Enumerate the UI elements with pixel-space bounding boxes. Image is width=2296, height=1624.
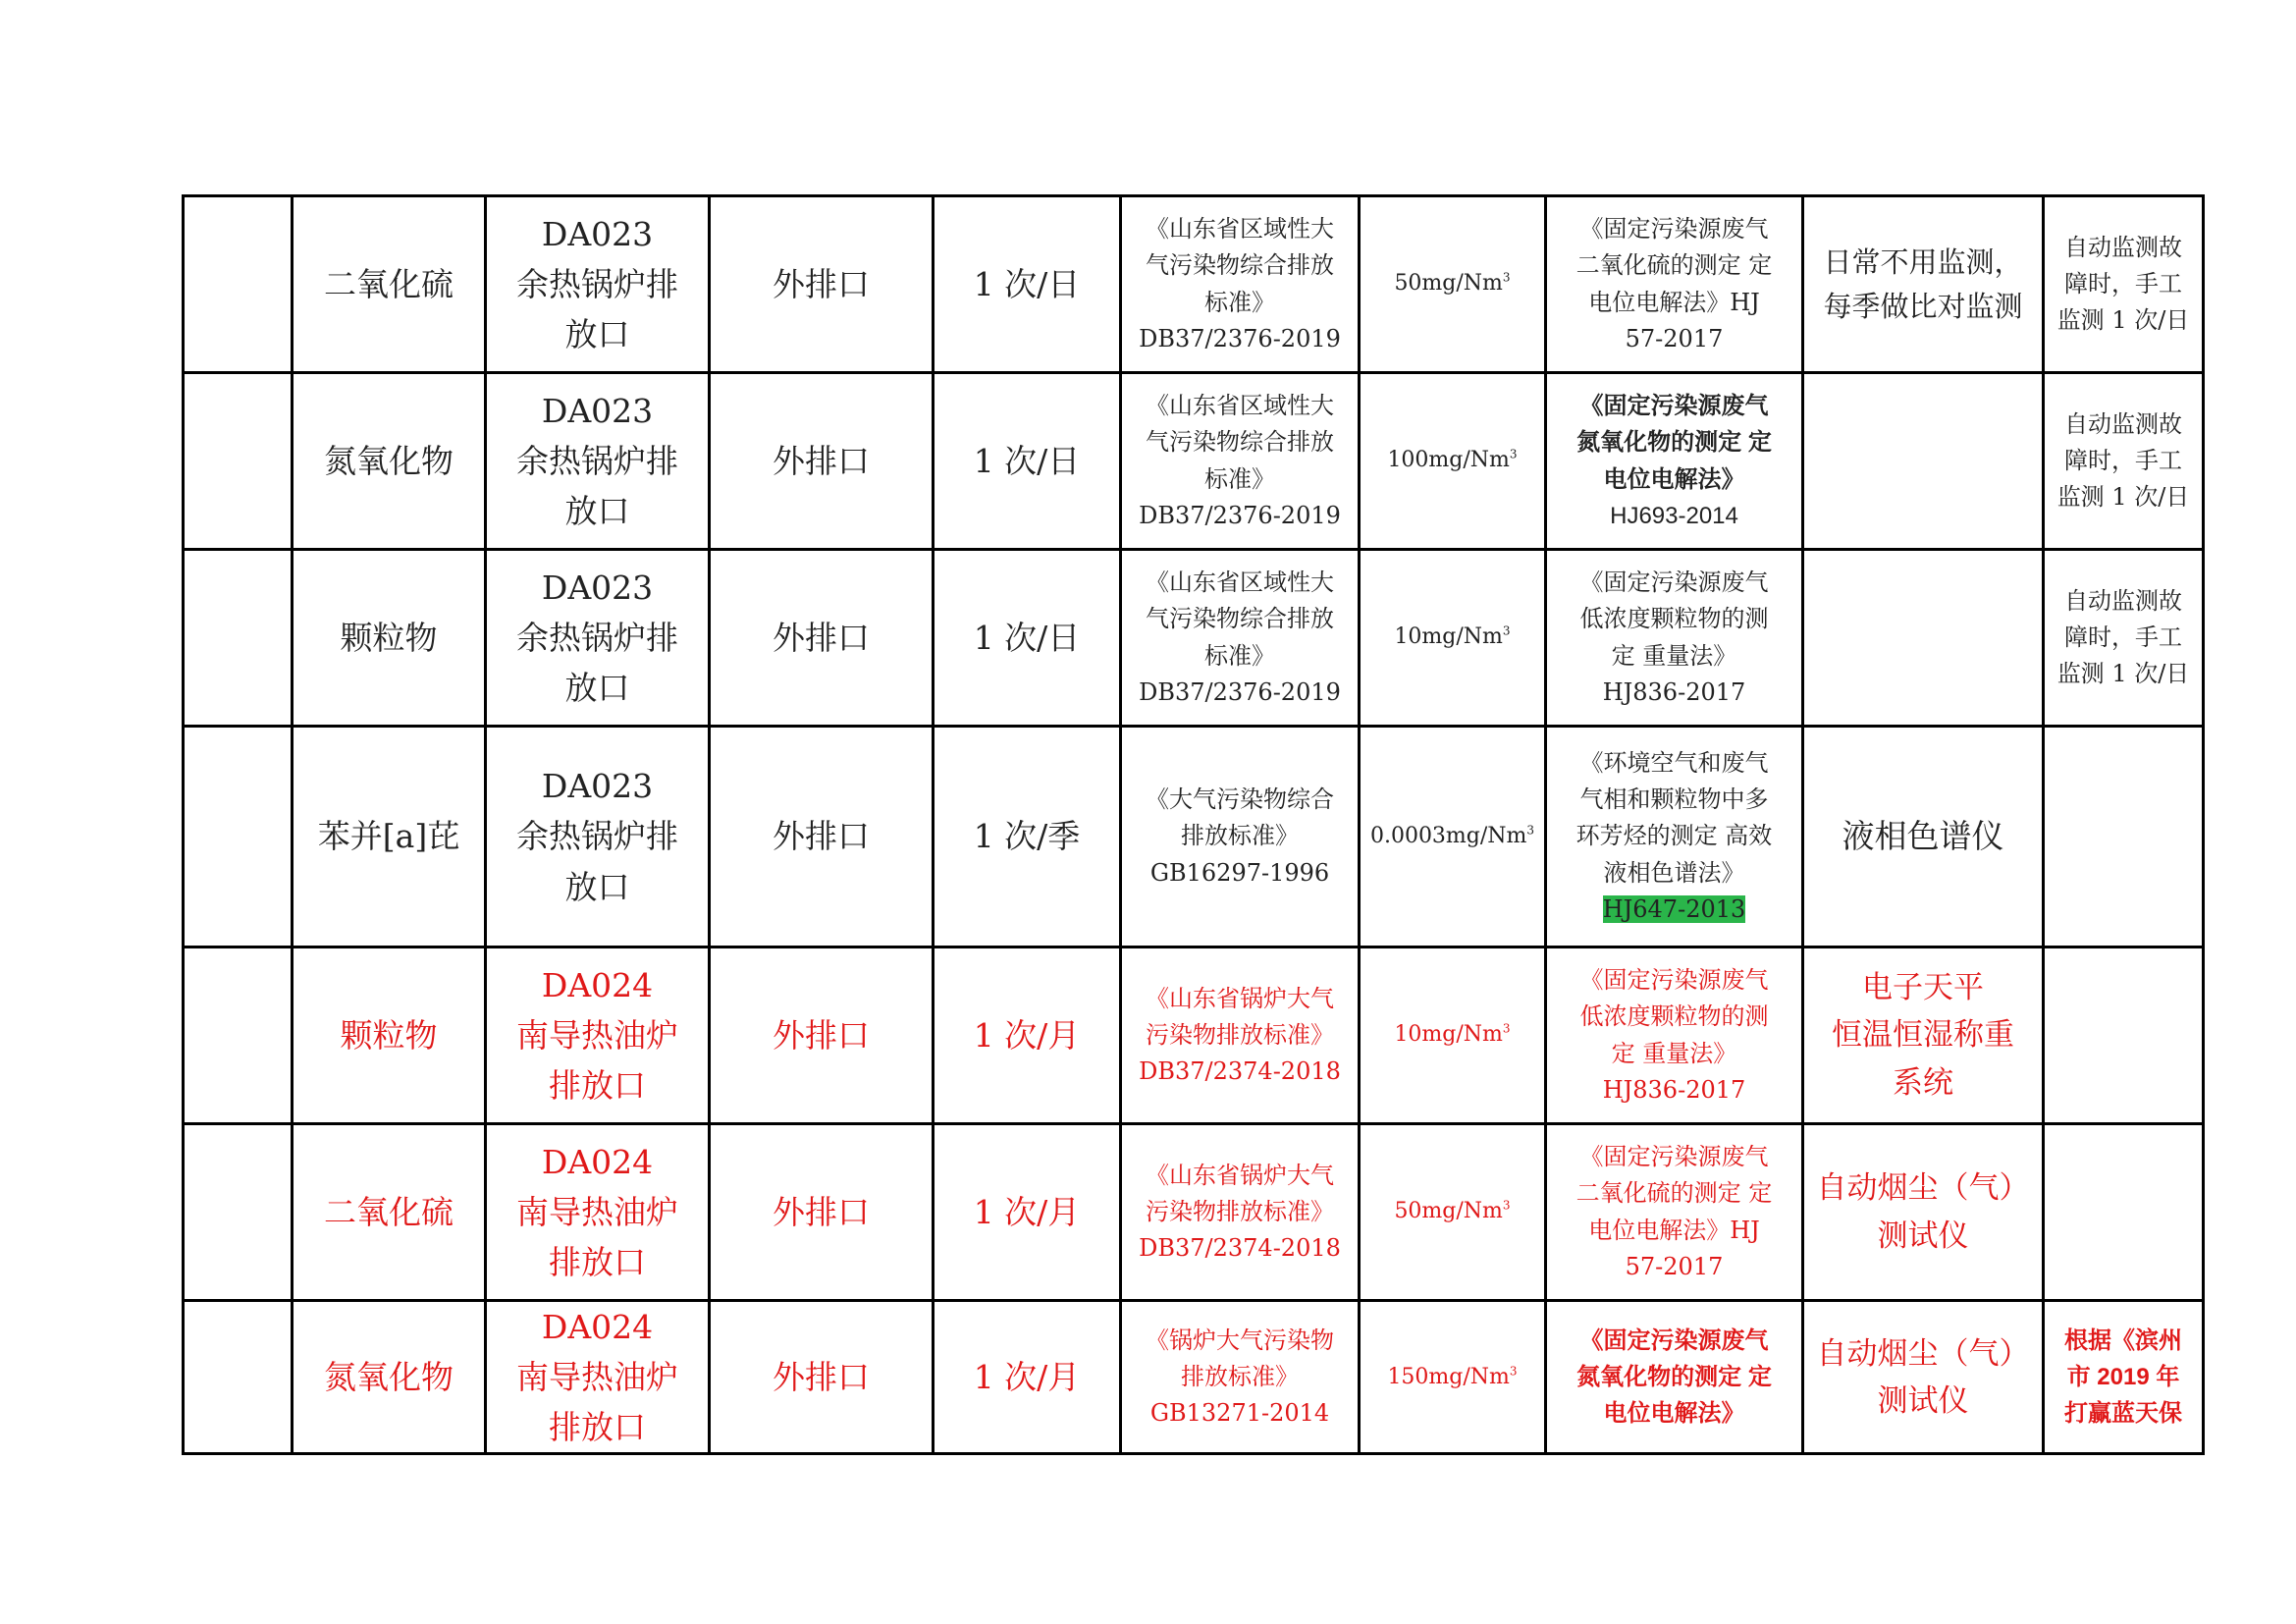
method-cell: 《固定污染源废气 氮氧化物的测定 定 电位电解法》 — [1546, 1301, 1803, 1454]
table-row — [184, 727, 2204, 947]
limit-cell: 50mg/Nm$^3$ — [1360, 1124, 1546, 1301]
standard-cell: 《山东省锅炉大气 污染物排放标准》 DB37/2374-2018 — [1121, 947, 1360, 1124]
pollutant-cell: 颗粒物 — [293, 947, 486, 1124]
standard-cell: 《山东省锅炉大气 污染物排放标准》 DB37/2374-2018 — [1121, 1124, 1360, 1301]
limit-cell: 50mg/Nm$^3$ — [1360, 196, 1546, 373]
standard-cell: 《山东省区域性大 气污染物综合排放 标准》 DB37/2376-2019 — [1121, 373, 1360, 550]
pollutant-cell: 苯并[a]芘 — [293, 727, 486, 947]
table-row — [184, 550, 2204, 727]
table-row — [184, 947, 2204, 1124]
note-cell: 自动监测故 障时，手工 监测 1 次/日 — [2044, 196, 2204, 373]
table-row — [184, 373, 2204, 550]
outlet-cell: DA024 南导热油炉 排放口 — [486, 1301, 710, 1454]
frequency-cell: 1 次/日 — [934, 550, 1121, 727]
standard-cell: 《山东省区域性大 气污染物综合排放 标准》 DB37/2376-2019 — [1121, 196, 1360, 373]
method-cell: 《固定污染源废气 低浓度颗粒物的测 定 重量法》 HJ836-2017 — [1546, 947, 1803, 1124]
outlet-type-cell: 外排口 — [710, 1301, 934, 1454]
method-cell: 《固定污染源废气 低浓度颗粒物的测 定 重量法》 HJ836-2017 — [1546, 550, 1803, 727]
frequency-cell: 1 次/日 — [934, 196, 1121, 373]
number-cell — [184, 1301, 293, 1454]
number-cell — [184, 196, 293, 373]
number-cell — [184, 947, 293, 1124]
method-cell: 《固定污染源废气 二氧化硫的测定 定 电位电解法》HJ 57-2017 — [1546, 1124, 1803, 1301]
standard-cell: 《锅炉大气污染物 排放标准》 GB13271-2014 — [1121, 1301, 1360, 1454]
standard-cell: 《大气污染物综合 排放标准》 GB16297-1996 — [1121, 727, 1360, 947]
instrument-cell — [1803, 373, 2044, 550]
monitoring-table — [182, 194, 2205, 1455]
outlet-cell: DA023 余热锅炉排 放口 — [486, 727, 710, 947]
outlet-type-cell: 外排口 — [710, 196, 934, 373]
method-cell: 《固定污染源废气 二氧化硫的测定 定 电位电解法》HJ 57-2017 — [1546, 196, 1803, 373]
limit-cell: 100mg/Nm$^3$ — [1360, 373, 1546, 550]
number-cell — [184, 1124, 293, 1301]
note-cell — [2044, 1124, 2204, 1301]
pollutant-cell: 氮氧化物 — [293, 373, 486, 550]
pollutant-cell: 氮氧化物 — [293, 1301, 486, 1454]
frequency-cell: 1 次/月 — [934, 1301, 1121, 1454]
highlighted-standard-code: HJ647-2013 — [1602, 894, 1746, 923]
frequency-cell: 1 次/月 — [934, 947, 1121, 1124]
limit-cell: 150mg/Nm$^3$ — [1360, 1301, 1546, 1454]
frequency-cell: 1 次/月 — [934, 1124, 1121, 1301]
outlet-type-cell: 外排口 — [710, 373, 934, 550]
frequency-cell: 1 次/日 — [934, 373, 1121, 550]
note-cell: 自动监测故 障时，手工 监测 1 次/日 — [2044, 373, 2204, 550]
outlet-type-cell: 外排口 — [710, 550, 934, 727]
outlet-cell: DA023 余热锅炉排 放口 — [486, 550, 710, 727]
pollutant-cell: 颗粒物 — [293, 550, 486, 727]
outlet-type-cell: 外排口 — [710, 727, 934, 947]
note-cell: 根据《滨州 市 2019 年 打赢蓝天保 — [2044, 1301, 2204, 1454]
outlet-type-cell: 外排口 — [710, 1124, 934, 1301]
outlet-cell: DA024 南导热油炉 排放口 — [486, 1124, 710, 1301]
instrument-cell: 自动烟尘（气） 测试仪 — [1803, 1301, 2044, 1454]
frequency-cell: 1 次/季 — [934, 727, 1121, 947]
outlet-cell: DA023 余热锅炉排 放口 — [486, 196, 710, 373]
note-cell — [2044, 727, 2204, 947]
outlet-type-cell: 外排口 — [710, 947, 934, 1124]
standard-cell: 《山东省区域性大 气污染物综合排放 标准》 DB37/2376-2019 — [1121, 550, 1360, 727]
outlet-cell: DA024 南导热油炉 排放口 — [486, 947, 710, 1124]
method-cell: 《环境空气和废气 气相和颗粒物中多 环芳烃的测定 高效 液相色谱法》 HJ647-2013 — [1546, 727, 1803, 947]
number-cell — [184, 550, 293, 727]
method-cell: 《固定污染源废气 氮氧化物的测定 定 电位电解法》 HJ693-2014 — [1546, 373, 1803, 550]
limit-cell: 10mg/Nm$^3$ — [1360, 550, 1546, 727]
instrument-cell — [1803, 550, 2044, 727]
outlet-cell: DA023 余热锅炉排 放口 — [486, 373, 710, 550]
note-cell: 自动监测故 障时，手工 监测 1 次/日 — [2044, 550, 2204, 727]
table-row — [184, 1124, 2204, 1301]
pollutant-cell: 二氧化硫 — [293, 196, 486, 373]
instrument-cell: 日常不用监测， 每季做比对监测 — [1803, 196, 2044, 373]
instrument-cell: 自动烟尘（气） 测试仪 — [1803, 1124, 2044, 1301]
note-cell — [2044, 947, 2204, 1124]
number-cell — [184, 727, 293, 947]
number-cell — [184, 373, 293, 550]
limit-cell: 10mg/Nm$^3$ — [1360, 947, 1546, 1124]
instrument-cell: 液相色谱仪 — [1803, 727, 2044, 947]
table-row — [184, 196, 2204, 373]
pollutant-cell: 二氧化硫 — [293, 1124, 486, 1301]
table-row — [184, 1301, 2204, 1454]
limit-cell: 0.0003mg/Nm$^3$ — [1360, 727, 1546, 947]
instrument-cell: 电子天平 恒温恒湿称重 系统 — [1803, 947, 2044, 1124]
